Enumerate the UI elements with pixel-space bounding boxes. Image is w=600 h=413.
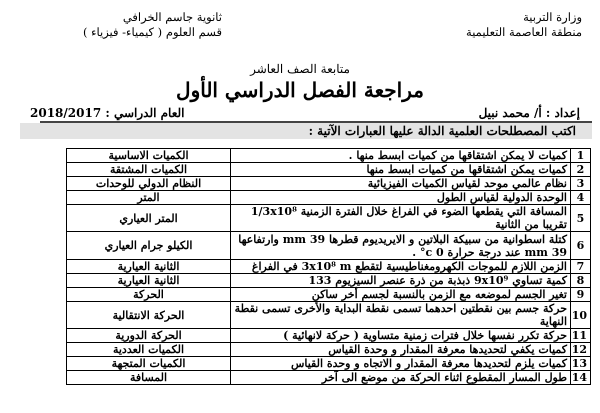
row-definition: الزمن اللازم للموجات الكهرومغناطيسية لتقطع 3x10⁸ m في الفراغ <box>231 260 571 274</box>
row-term: الحركة <box>67 288 231 302</box>
table-row <box>67 163 591 177</box>
row-definition: كميات يلزم لتحديدها معرفة المقدار و الاتجاه و وحدة القياس <box>231 357 571 371</box>
row-term: المسافة <box>67 371 231 385</box>
table-row <box>67 371 591 385</box>
table-row <box>67 274 591 288</box>
table-row <box>67 205 591 232</box>
region-name: منطقة العاصمة التعليمية <box>466 25 582 39</box>
row-term: الكميات المتجهة <box>67 357 231 371</box>
row-definition: المسافة التي يقطعها الضوء في الفراغ خلال الفترة الزمنية 1/3x10⁸ تقريبا من الثانية <box>231 205 571 232</box>
row-definition: كتلة اسطوانية من سبيكة البلاتين و الايريديوم قطرها 39 mm وارتفاعها 39 mm عند درجة حرارة 0 c° . <box>231 232 571 260</box>
row-term: النظام الدولي للوحدات <box>67 177 231 191</box>
ministry-header <box>392 10 582 40</box>
row-number: 11 <box>571 329 591 343</box>
row-definition: حركة جسم بين نقطتين احدهما تسمى نقطة البداية والأخرى تسمى نقطة النهاية <box>231 302 571 329</box>
row-definition: تغير الجسم لموضعه مع الزمن بالنسبة لجسم أخر ساكن <box>231 288 571 302</box>
row-number: 12 <box>571 343 591 357</box>
row-number: 10 <box>571 302 591 329</box>
ministry-name: وزارة التربية <box>523 10 582 24</box>
row-term: المتر <box>67 191 231 205</box>
table-row <box>67 357 591 371</box>
table-row <box>67 343 591 357</box>
row-number: 9 <box>571 288 591 302</box>
row-number: 8 <box>571 274 591 288</box>
row-term: الكميات المشتقة <box>67 163 231 177</box>
row-term: الكميات الاساسية <box>67 149 231 163</box>
row-number: 14 <box>571 371 591 385</box>
row-term: المتر العياري <box>67 205 231 232</box>
row-definition: الوحدة الدولية لقياس الطول <box>231 191 571 205</box>
table-row <box>67 191 591 205</box>
row-definition: طول المسار المقطوع اثناء الحركة من موضع الى آخر <box>231 371 571 385</box>
table-row <box>67 329 591 343</box>
row-term: الكيلو جرام العياري <box>67 232 231 260</box>
table-row <box>67 177 591 191</box>
prepared-by: إعداد : أ/ محمد نبيل <box>478 106 580 120</box>
row-term: الكميات العددية <box>67 343 231 357</box>
row-number: 5 <box>571 205 591 232</box>
row-definition: كميات يمكن اشتقاقها من كميات ابسط منها <box>231 163 571 177</box>
table-row <box>67 288 591 302</box>
row-number: 4 <box>571 191 591 205</box>
row-definition: كميات يكفي لتحديدها معرفة المقدار و وحدة القياس <box>231 343 571 357</box>
page-title: مراجعة الفصل الدراسي الأول <box>176 78 424 102</box>
row-number: 7 <box>571 260 591 274</box>
row-number: 6 <box>571 232 591 260</box>
row-definition: كمية تساوي 9x10⁹ ذبذبة من ذرة عنصر السيزيوم 133 <box>231 274 571 288</box>
row-number: 3 <box>571 177 591 191</box>
academic-year: العام الدراسي : 2018/2017 <box>30 106 185 120</box>
terms-table <box>66 148 591 385</box>
row-term: الحركة الدورية <box>67 329 231 343</box>
row-definition: حركة تكرر نفسها خلال فترات زمنية متساوية ( حركة لانهائية ) <box>231 329 571 343</box>
department-name: قسم العلوم ( كيمياء- فيزياء ) <box>82 25 222 39</box>
row-number: 2 <box>571 163 591 177</box>
row-term: الثانية العيارية <box>67 274 231 288</box>
row-definition: كميات لا يمكن اشتقاقها من كميات ابسط منها . <box>231 149 571 163</box>
table-row <box>67 149 591 163</box>
table-row <box>67 302 591 329</box>
table-row <box>67 260 591 274</box>
instruction-bar: اكتب المصطلحات العلمية الدالة عليها العبارات الآتية : <box>20 123 592 139</box>
table-row <box>67 232 591 260</box>
row-number: 13 <box>571 357 591 371</box>
row-number: 1 <box>571 149 591 163</box>
row-term: الثانية العيارية <box>67 260 231 274</box>
school-name: ثانوية جاسم الخرافي <box>122 10 222 24</box>
followup-label: متابعة الصف العاشر <box>250 62 350 76</box>
school-header <box>22 10 222 40</box>
row-term: الحركة الانتقالية <box>67 302 231 329</box>
row-definition: نظام عالمي موحد لقياس الكميات الفيزيائية <box>231 177 571 191</box>
